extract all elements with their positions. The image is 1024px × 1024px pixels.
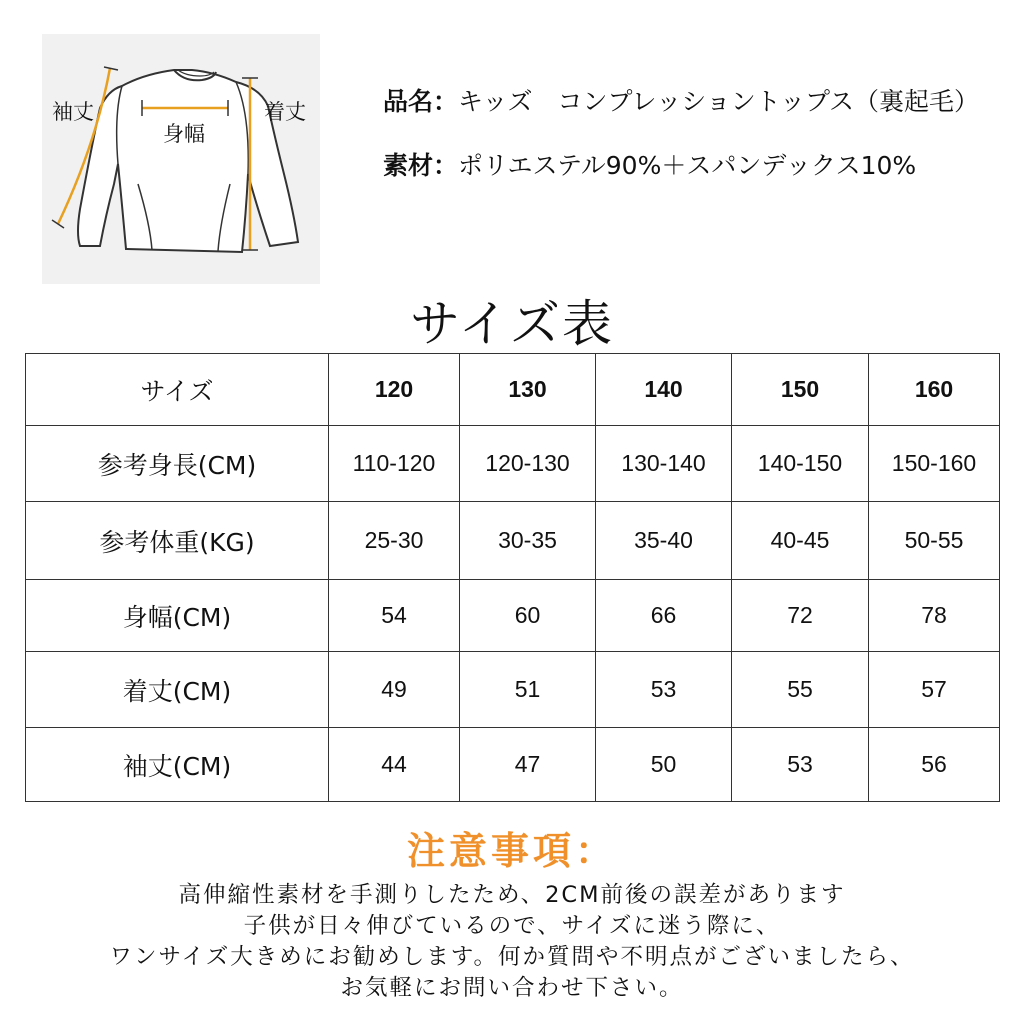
table-cell: 55 xyxy=(732,652,869,728)
table-cell: 44 xyxy=(329,728,460,802)
table-cell: 140-150 xyxy=(732,426,869,502)
size-header-cell: 120 xyxy=(329,354,460,426)
product-name-line xyxy=(383,82,979,118)
size-header-cell: 160 xyxy=(869,354,1000,426)
table-cell: 54 xyxy=(329,580,460,652)
table-cell: 78 xyxy=(869,580,1000,652)
table-row-weight xyxy=(26,502,1000,580)
notes-line: 高伸縮性素材を手測りしたため、2CM前後の誤差があります xyxy=(178,882,846,908)
size-header-row xyxy=(26,354,1000,426)
notes-line: 子供が日々伸びているので、サイズに迷う際に、 xyxy=(243,913,781,939)
table-cell: 30-35 xyxy=(460,502,596,580)
size-header-cell: 140 xyxy=(596,354,732,426)
row-label: 参考身長(CM) xyxy=(26,426,329,502)
notes-line: ワンサイズ大きめにお勧めします。何か質問や不明点がございましたら、 xyxy=(109,944,915,970)
row-label: 参考体重(KG) xyxy=(26,502,329,580)
table-cell: 49 xyxy=(329,652,460,728)
shirt-outline-icon xyxy=(42,34,320,284)
notes-title: 注意事項： xyxy=(406,829,617,873)
table-row-body-length xyxy=(26,652,1000,728)
size-header-cell: 130 xyxy=(460,354,596,426)
notes-text xyxy=(0,880,1024,1004)
garment-diagram xyxy=(42,34,320,284)
table-cell: 53 xyxy=(732,728,869,802)
table-row-height xyxy=(26,426,1000,502)
size-table xyxy=(25,353,1000,802)
row-label: 袖丈(CM) xyxy=(26,728,329,802)
product-name-label: 品名： xyxy=(383,87,459,116)
body-length-label: 着丈 xyxy=(264,100,306,124)
table-cell: 40-45 xyxy=(732,502,869,580)
table-cell: 35-40 xyxy=(596,502,732,580)
row-label: 着丈(CM) xyxy=(26,652,329,728)
size-table-title: サイズ表 xyxy=(410,295,614,353)
table-cell: 25-30 xyxy=(329,502,460,580)
table-cell: 150-160 xyxy=(869,426,1000,502)
body-width-label: 身幅 xyxy=(163,122,205,146)
table-row-body-width xyxy=(26,580,1000,652)
row-label: 身幅(CM) xyxy=(26,580,329,652)
sleeve-length-label: 袖丈 xyxy=(52,100,94,124)
product-name-value: キッズ コンプレッショントップス（裏起毛） xyxy=(458,87,980,116)
size-corner-label: サイズ xyxy=(26,354,329,426)
table-cell: 50-55 xyxy=(869,502,1000,580)
table-cell: 72 xyxy=(732,580,869,652)
table-row-sleeve-length xyxy=(26,728,1000,802)
table-cell: 66 xyxy=(596,580,732,652)
table-cell: 53 xyxy=(596,652,732,728)
table-cell: 110-120 xyxy=(329,426,460,502)
notes-line: お気軽にお問い合わせ下さい。 xyxy=(340,975,684,1001)
table-cell: 120-130 xyxy=(460,426,596,502)
table-cell: 47 xyxy=(460,728,596,802)
size-header-cell: 150 xyxy=(732,354,869,426)
table-cell: 130-140 xyxy=(596,426,732,502)
table-cell: 51 xyxy=(460,652,596,728)
table-cell: 57 xyxy=(869,652,1000,728)
table-cell: 50 xyxy=(596,728,732,802)
material-line xyxy=(383,146,916,182)
table-cell: 56 xyxy=(869,728,1000,802)
material-value: ポリエステル90%＋スパンデックス10% xyxy=(458,151,917,180)
table-cell: 60 xyxy=(460,580,596,652)
material-label: 素材： xyxy=(383,151,459,180)
